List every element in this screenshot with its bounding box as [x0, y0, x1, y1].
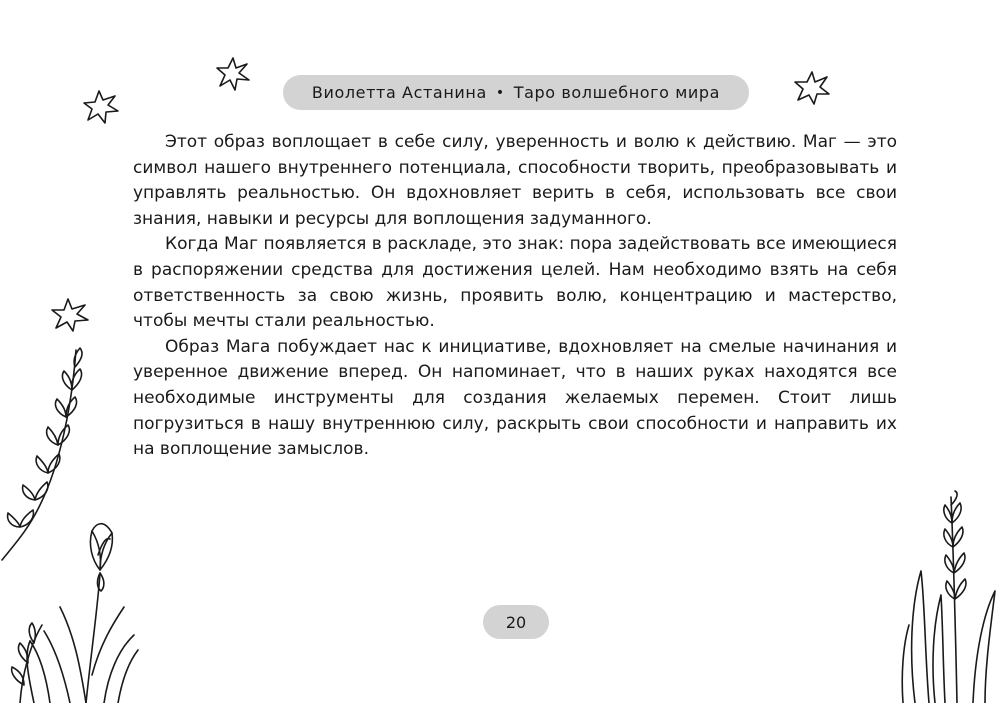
paragraph-2: Когда Маг появляется в раскладе, это знак: пора задействовать все имеющиеся в распоряжении средства для достижения целей. Нам необходимо взять на себя ответственность за свою жизнь, проявить волю, концентрацию и мастерство, чтобы мечты стали реальностью.: [133, 234, 897, 332]
header-book-title: Таро волшебного мира: [513, 83, 721, 102]
plant-doodle-icon: [895, 495, 1000, 703]
page-body: [133, 130, 897, 463]
page-number-text: 20: [505, 612, 527, 632]
paragraph-1: Этот образ воплощает в себе силу, уверенность и волю к действию. Маг — это символ нашего внутреннего потенциала, способности творить, преобразовывать и управлять реальностью. Он вдохновляет верить в себя, использовать все свои знания, навыки и ресурсы для воплощения задуманного.: [133, 132, 897, 229]
star-doodle-icon: [793, 70, 831, 106]
star-doodle-icon: [50, 297, 90, 333]
page-number: [483, 605, 549, 639]
paragraph-3: Образ Мага побуждает нас к инициативе, вдохновляет на смелые начинания и уверенное движение вперед. Он напоминает, что в наших руках находятся все необходимые инструменты для создания желаемых перемен. Стоит лишь погрузиться в нашу внутреннюю силу, раскрыть свои способности и направить их на воплощение замыслов.: [133, 336, 897, 460]
plant-doodle-icon: [0, 345, 140, 703]
header-separator: •: [495, 84, 505, 101]
running-header: [283, 75, 749, 110]
header-author: Виолетта Астанина: [311, 83, 487, 102]
star-doodle-icon: [215, 56, 251, 92]
star-doodle-icon: [82, 89, 120, 125]
